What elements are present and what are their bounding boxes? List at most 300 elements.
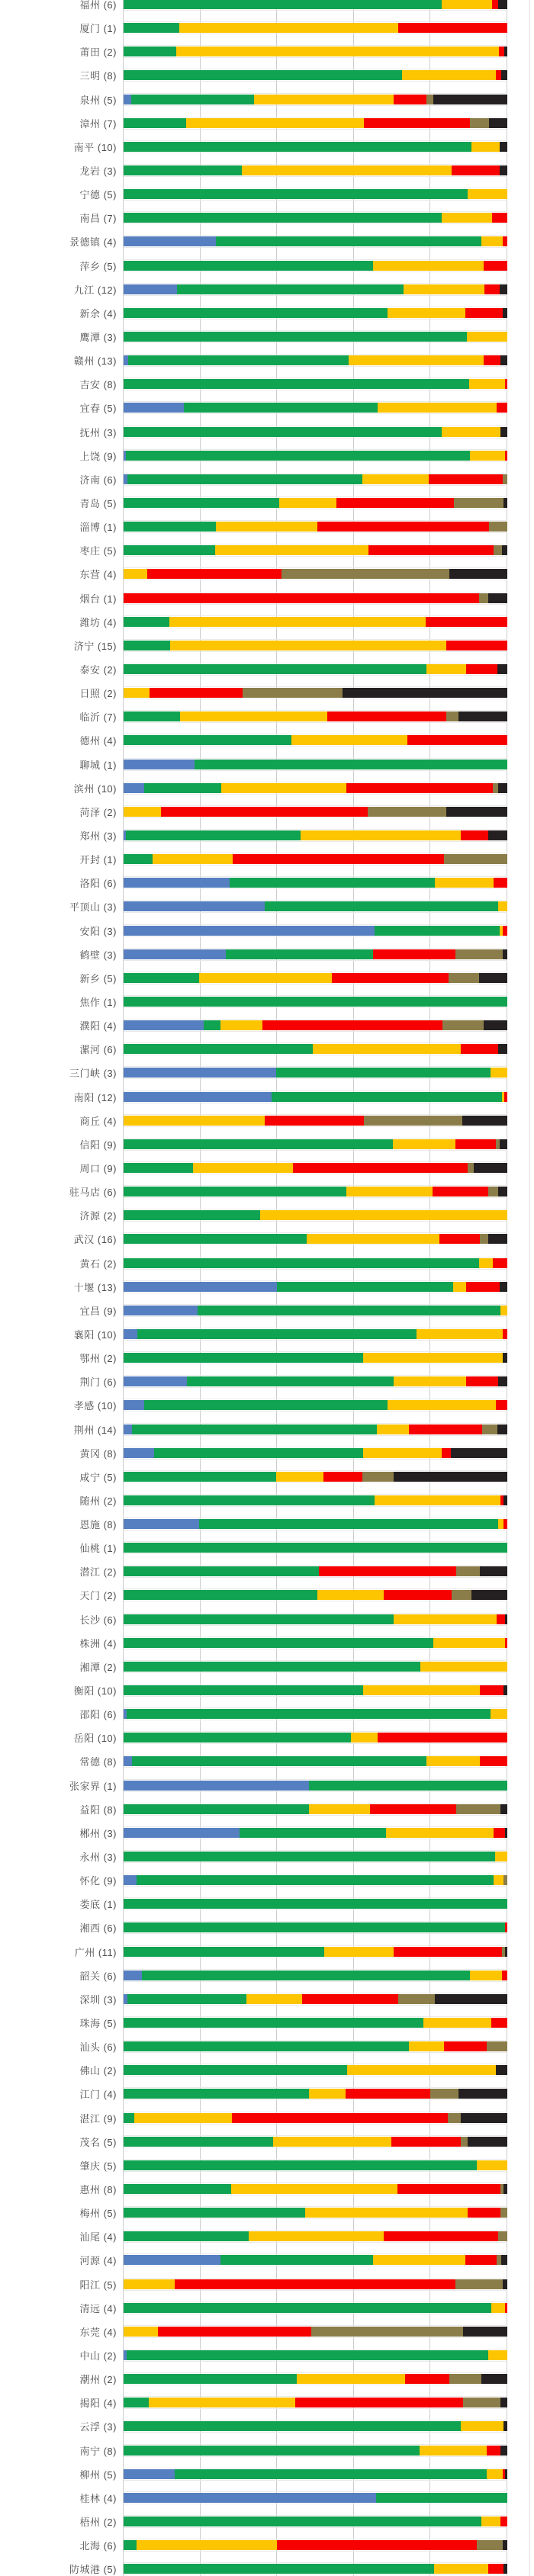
bar-cell	[124, 1304, 507, 1317]
bar-segment-g	[124, 1922, 505, 1932]
city-label: 焦作 (1)	[79, 996, 117, 1008]
bar-segment-y	[317, 1590, 384, 1600]
bar-segment-k	[497, 1425, 507, 1434]
bar-segment-g	[309, 1781, 507, 1791]
bar-segment-y	[433, 1638, 505, 1648]
bar-cell	[124, 1779, 507, 1792]
bar-segment-k	[505, 1614, 507, 1624]
bar-row	[0, 657, 534, 681]
bar-segment-k	[503, 949, 507, 959]
bar-segment-y	[420, 2446, 487, 2456]
city-label: 三明 (8)	[79, 70, 117, 82]
bar-segment-k	[498, 1376, 507, 1386]
bar-row	[0, 990, 534, 1013]
city-label: 茂名 (5)	[79, 2136, 117, 2148]
bar-row	[0, 420, 534, 444]
bar-segment-g	[124, 308, 388, 318]
bar-row	[0, 2177, 534, 2201]
bar-segment-y	[375, 1495, 500, 1505]
bar-segment-k	[500, 284, 507, 294]
bar-segment-r	[484, 261, 507, 271]
bar-row	[0, 728, 534, 752]
stacked-bar	[124, 1282, 507, 1292]
bar-segment-y	[394, 1614, 497, 1624]
bar-segment-r	[466, 664, 497, 674]
bar-cell	[124, 307, 507, 320]
city-label: 上饶 (9)	[79, 450, 117, 462]
bar-segment-k	[471, 1590, 507, 1600]
bar-segment-r	[503, 1329, 507, 1339]
bar-segment-y	[279, 498, 336, 508]
bar-segment-y	[481, 2517, 500, 2526]
bar-row	[0, 586, 534, 610]
bar-cell	[124, 1684, 507, 1697]
bar-segment-y	[373, 261, 484, 271]
bar-cell	[124, 1945, 507, 1958]
bar-segment-y	[434, 2564, 487, 2574]
bar-row	[0, 325, 534, 348]
bar-cell	[124, 1826, 507, 1839]
bar-cell	[124, 2325, 507, 2338]
bar-segment-y	[393, 1139, 455, 1149]
bar-segment-o	[461, 2137, 468, 2147]
bar-cell	[124, 426, 507, 438]
stacked-bar	[124, 807, 507, 817]
city-label: 济源 (2)	[79, 1210, 117, 1222]
stacked-bar	[124, 1020, 507, 1030]
stacked-bar	[124, 1733, 507, 1742]
city-label: 潍坊 (4)	[79, 616, 117, 628]
bar-segment-y	[409, 2041, 444, 2051]
bar-row	[0, 2343, 534, 2367]
bar-row	[0, 1417, 534, 1441]
bar-cell	[124, 330, 507, 343]
bar-row	[0, 16, 534, 40]
city-label: 九江 (12)	[73, 284, 117, 296]
stacked-bar	[124, 830, 507, 840]
city-label: 济南 (6)	[79, 474, 117, 486]
bar-segment-r	[505, 2303, 507, 2313]
bar-cell	[124, 829, 507, 842]
city-label: 淄博 (1)	[79, 522, 117, 534]
bar-row	[0, 467, 534, 491]
bar-segment-o	[362, 1472, 394, 1482]
bar-segment-g	[126, 451, 470, 461]
stacked-bar	[124, 688, 507, 698]
bar-segment-y	[491, 1709, 507, 1719]
bar-segment-g	[124, 1804, 309, 1814]
bar-segment-g	[124, 2421, 461, 2431]
bar-cell	[124, 972, 507, 984]
bar-cell	[124, 544, 507, 557]
bar-segment-y	[378, 403, 497, 413]
bar-cell	[124, 473, 507, 486]
stacked-bar	[124, 1044, 507, 1054]
bar-segment-g	[124, 2160, 477, 2170]
stacked-bar	[124, 1590, 507, 1600]
bar-row	[0, 2320, 534, 2343]
bar-segment-b	[124, 878, 230, 888]
bar-segment-o	[498, 2231, 507, 2241]
bar-segment-o	[503, 474, 507, 484]
bar-cell	[124, 1138, 507, 1151]
bar-cell	[124, 876, 507, 889]
bar-cell	[124, 0, 507, 11]
bar-segment-y	[388, 308, 465, 318]
bar-segment-g	[124, 142, 471, 152]
bar-segment-b	[124, 2493, 376, 2503]
stacked-bar	[124, 451, 507, 461]
bar-cell	[124, 69, 507, 82]
bar-cell	[124, 1185, 507, 1198]
bar-segment-g	[124, 1899, 507, 1909]
bar-cell	[124, 259, 507, 272]
city-label: 仙桃 (1)	[79, 1543, 117, 1555]
stacked-bar	[124, 2160, 507, 2170]
city-label: 烟台 (1)	[79, 593, 117, 605]
bar-segment-k	[484, 1020, 507, 1030]
stacked-bar	[124, 23, 507, 33]
bar-segment-b	[124, 1519, 199, 1529]
city-label: 咸宁 (5)	[79, 1471, 117, 1483]
bar-segment-b	[124, 2469, 175, 2479]
bar-row	[0, 705, 534, 728]
bar-segment-k	[461, 2113, 507, 2123]
bar-row	[0, 111, 534, 135]
bar-row	[0, 2154, 534, 2177]
city-label: 清远 (4)	[79, 2302, 117, 2314]
bar-cell	[124, 1874, 507, 1887]
bar-segment-b	[124, 901, 265, 911]
bar-segment-r	[502, 1971, 507, 1980]
bar-segment-y	[491, 2303, 505, 2313]
bar-segment-k	[463, 2327, 507, 2337]
bar-segment-k	[503, 308, 507, 318]
city-label: 天门 (2)	[79, 1590, 117, 1602]
bar-cell	[124, 2183, 507, 2195]
bar-segment-r	[491, 2018, 507, 2028]
bar-segment-g	[154, 1448, 364, 1458]
stacked-bar	[124, 735, 507, 745]
city-label: 信阳 (9)	[79, 1139, 117, 1151]
bar-segment-y	[347, 2065, 496, 2075]
stacked-bar	[124, 1709, 507, 1719]
city-label: 恩施 (8)	[79, 1519, 117, 1531]
bar-segment-r	[407, 735, 507, 745]
bar-segment-k	[479, 973, 507, 983]
bar-row	[0, 824, 534, 847]
stacked-bar	[124, 332, 507, 342]
bar-cell	[124, 1257, 507, 1270]
bar-row	[0, 1037, 534, 1061]
bar-segment-r	[426, 617, 507, 627]
bar-segment-y	[404, 284, 484, 294]
bar-row	[0, 2201, 534, 2224]
bar-segment-g	[226, 949, 373, 959]
city-label: 漯河 (6)	[79, 1044, 117, 1056]
bar-segment-g	[124, 70, 402, 80]
bar-segment-r	[394, 95, 426, 104]
bar-cell	[124, 734, 507, 747]
bar-segment-r	[505, 1922, 507, 1932]
bar-segment-g	[204, 1020, 220, 1030]
bar-row	[0, 2224, 534, 2248]
bar-segment-o	[455, 2279, 503, 2289]
stacked-bar	[124, 2137, 507, 2147]
stacked-bar	[124, 1353, 507, 1363]
bar-segment-r	[346, 2089, 431, 2099]
bar-cell	[124, 2206, 507, 2219]
bar-row	[0, 1536, 534, 1559]
bar-cell	[124, 354, 507, 367]
bar-row	[0, 1916, 534, 1939]
bar-cell	[124, 2372, 507, 2385]
bar-cell	[124, 2253, 507, 2266]
city-label: 潜江 (2)	[79, 1566, 117, 1579]
city-label: 聊城 (1)	[79, 759, 117, 771]
bar-segment-y	[124, 2327, 158, 2337]
bar-segment-g	[124, 2303, 491, 2313]
bar-segment-r	[364, 118, 469, 128]
bar-segment-r	[150, 688, 243, 698]
stacked-bar	[124, 854, 507, 864]
stacked-bar	[124, 997, 507, 1007]
bar-cell	[124, 1613, 507, 1626]
bar-row	[0, 2035, 534, 2058]
bar-cell	[124, 805, 507, 818]
bar-segment-r	[487, 2446, 500, 2456]
bar-segment-g	[127, 1709, 491, 1719]
city-label: 湘潭 (2)	[79, 1661, 117, 1673]
bar-segment-o	[281, 569, 449, 579]
stacked-bar	[124, 1947, 507, 1957]
bar-segment-o	[494, 545, 502, 555]
bar-row	[0, 0, 534, 16]
bar-segment-y	[242, 165, 452, 175]
stacked-bar	[124, 1543, 507, 1553]
city-label: 南宁 (8)	[79, 2445, 117, 2457]
bar-segment-k	[500, 1804, 507, 1814]
bar-segment-y	[124, 807, 161, 817]
bar-segment-b	[124, 783, 144, 793]
bar-segment-b	[124, 1875, 137, 1885]
bar-segment-b	[124, 95, 131, 104]
bar-segment-y	[309, 2089, 346, 2099]
bar-segment-g	[230, 878, 435, 888]
bar-segment-o	[482, 1425, 497, 1434]
bar-segment-b	[124, 236, 216, 246]
bar-segment-o	[479, 593, 488, 603]
bar-cell	[124, 1423, 507, 1436]
bar-segment-r	[370, 1804, 456, 1814]
bar-segment-g	[124, 2564, 434, 2574]
bar-segment-y	[487, 2469, 503, 2479]
bar-row	[0, 230, 534, 253]
bar-segment-k	[497, 664, 507, 674]
bar-row	[0, 2462, 534, 2486]
bar-row	[0, 1749, 534, 1773]
bar-cell	[124, 2230, 507, 2243]
bar-cell	[124, 1897, 507, 1910]
bar-segment-o	[503, 1875, 507, 1885]
bar-row	[0, 372, 534, 396]
stacked-bar	[124, 1448, 507, 1458]
bar-cell	[124, 2301, 507, 2314]
bar-cell	[124, 1090, 507, 1103]
bar-segment-r	[319, 1566, 456, 1576]
bar-segment-g	[199, 1519, 499, 1529]
bar-cell	[124, 2444, 507, 2457]
bar-segment-g	[124, 1472, 276, 1482]
bar-segment-k	[500, 142, 507, 152]
bar-segment-y	[313, 1044, 461, 1054]
bar-segment-y	[442, 427, 500, 437]
bar-segment-b	[124, 403, 184, 413]
bar-row	[0, 1275, 534, 1299]
bar-segment-y	[297, 2374, 405, 2384]
stacked-bar	[124, 70, 507, 80]
bar-segment-g	[137, 1875, 494, 1885]
bar-segment-g	[124, 2041, 409, 2051]
bar-cell	[124, 188, 507, 201]
bar-segment-r	[158, 2327, 311, 2337]
bar-segment-y	[494, 1875, 503, 1885]
stacked-bar	[124, 47, 507, 56]
bar-segment-r	[368, 545, 494, 555]
bar-segment-g	[124, 23, 179, 33]
stacked-bar	[124, 617, 507, 627]
bar-cell	[124, 2135, 507, 2148]
bar-segment-g	[198, 1306, 500, 1315]
city-label: 抚州 (3)	[79, 426, 117, 438]
bar-segment-o	[493, 783, 499, 793]
bar-row	[0, 348, 534, 372]
bar-cell	[124, 758, 507, 771]
city-label: 张家界 (1)	[69, 1780, 117, 1792]
city-label: 平顶山 (3)	[69, 901, 117, 914]
bar-segment-y	[488, 2350, 507, 2360]
bar-row	[0, 800, 534, 824]
city-label: 长沙 (6)	[79, 1614, 117, 1626]
stacked-bar	[124, 308, 507, 318]
bar-segment-o	[480, 1234, 488, 1244]
bar-segment-g	[124, 0, 442, 9]
bar-segment-r	[327, 711, 446, 721]
bar-cell	[124, 2539, 507, 2552]
city-label: 东营 (4)	[79, 569, 117, 581]
bar-cell	[124, 1447, 507, 1460]
bar-row	[0, 1583, 534, 1607]
bar-row	[0, 1726, 534, 1749]
bar-segment-k	[451, 1448, 507, 1458]
bar-segment-r	[446, 641, 507, 650]
bar-segment-g	[124, 2137, 273, 2147]
bar-segment-k	[503, 2421, 507, 2431]
bar-segment-g	[216, 236, 482, 246]
bar-segment-g	[124, 1590, 317, 1600]
city-label: 驻马店 (6)	[69, 1187, 117, 1199]
bar-segment-r	[503, 1519, 507, 1529]
bar-segment-y	[469, 379, 506, 389]
city-label: 郑州 (3)	[79, 830, 117, 842]
bar-segment-r	[505, 379, 507, 389]
bar-segment-b	[124, 1400, 144, 1410]
stacked-bar	[124, 427, 507, 437]
bar-segment-g	[124, 2231, 249, 2241]
bar-cell	[124, 1731, 507, 1744]
stacked-bar	[124, 973, 507, 983]
bar-row	[0, 1797, 534, 1821]
bar-segment-o	[452, 1590, 471, 1600]
bar-row	[0, 753, 534, 776]
bar-segment-y	[215, 545, 368, 555]
city-label: 泉州 (5)	[79, 94, 117, 106]
city-label: 厦门 (1)	[79, 23, 117, 35]
bar-segment-b	[124, 1756, 132, 1766]
bar-row	[0, 1251, 534, 1274]
city-label: 青岛 (5)	[79, 498, 117, 510]
bar-segment-r	[384, 2231, 498, 2241]
bar-segment-g	[124, 213, 442, 223]
bar-segment-g	[277, 1282, 452, 1292]
bar-segment-r	[384, 1590, 452, 1600]
bar-cell	[124, 853, 507, 866]
bar-segment-g	[124, 1614, 394, 1624]
stacked-bar	[124, 1875, 507, 1885]
bar-segment-y	[402, 70, 497, 80]
bar-segment-o	[488, 1187, 499, 1196]
bar-row	[0, 182, 534, 206]
bar-segment-y	[351, 1733, 378, 1742]
bar-segment-k	[503, 2184, 507, 2194]
bar-segment-y	[309, 1804, 370, 1814]
stacked-bar	[124, 1163, 507, 1173]
bar-segment-o	[243, 688, 343, 698]
bar-segment-k	[343, 688, 507, 698]
bar-row	[0, 1370, 534, 1393]
bar-segment-k	[480, 1566, 507, 1576]
bar-segment-y	[349, 355, 484, 365]
city-label: 岳阳 (10)	[73, 1733, 117, 1745]
stacked-bar	[124, 1852, 507, 1861]
bar-cell	[124, 235, 507, 248]
bar-segment-g	[124, 2065, 347, 2075]
bar-segment-o	[444, 854, 507, 864]
stacked-bar	[124, 379, 507, 389]
bar-cell	[124, 663, 507, 676]
bar-segment-k	[500, 2446, 507, 2456]
bar-segment-r	[378, 1733, 507, 1742]
bar-row	[0, 1702, 534, 1726]
bar-segment-g	[127, 474, 362, 484]
bar-cell	[124, 1209, 507, 1222]
stacked-bar	[124, 2374, 507, 2384]
bar-segment-k	[458, 711, 507, 721]
bar-segment-g	[124, 261, 373, 271]
bar-row	[0, 2082, 534, 2105]
bar-row	[0, 634, 534, 657]
stacked-bar	[124, 1139, 507, 1149]
bar-row	[0, 1013, 534, 1037]
bar-row	[0, 1774, 534, 1797]
bar-row	[0, 2106, 534, 2130]
bar-segment-o	[448, 2113, 462, 2123]
bar-segment-y	[442, 0, 491, 9]
city-label: 常德 (8)	[79, 1756, 117, 1768]
bar-segment-y	[124, 1116, 265, 1126]
bar-row	[0, 1180, 534, 1203]
bar-segment-k	[503, 2279, 507, 2289]
